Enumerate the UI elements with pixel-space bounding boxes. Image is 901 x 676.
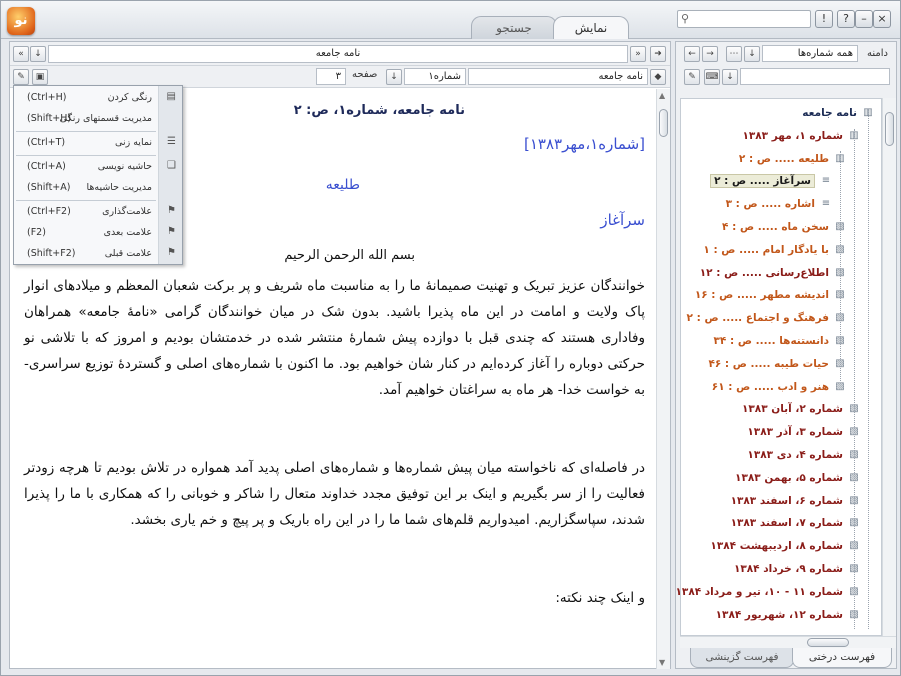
book-closed-icon: ▧ <box>849 563 859 574</box>
close-button[interactable]: × <box>873 10 891 28</box>
page-icon: ≡ <box>821 175 831 187</box>
menu-separator <box>16 155 156 156</box>
tools-icon[interactable]: ✎ <box>684 69 700 85</box>
tree-node[interactable] <box>687 308 847 328</box>
menu-item-next-mark[interactable] <box>14 223 182 244</box>
tree-node[interactable] <box>712 377 847 397</box>
tree-node[interactable] <box>731 513 861 533</box>
book-closed-icon: ▧ <box>835 221 845 232</box>
menu-separator <box>16 131 156 132</box>
tag-icon[interactable]: ◆ <box>650 69 666 85</box>
tree-node[interactable] <box>716 605 861 625</box>
tree-node-label: هنر و ادب ..... ص : ۶۱ <box>711 380 829 393</box>
menu-item-highlight[interactable] <box>14 88 182 109</box>
book-closed-icon: ▧ <box>849 608 859 620</box>
address-bar <box>10 42 670 66</box>
tree-node[interactable] <box>747 445 861 465</box>
book-closed-icon: ▧ <box>835 357 845 369</box>
tree-node[interactable] <box>703 240 847 260</box>
tree-node[interactable] <box>700 263 847 283</box>
clip-icon: ❑ <box>167 160 176 171</box>
tree-node-label: شماره ۸، اردیبهشت ۱۳۸۴ <box>710 540 843 553</box>
menu-shortcut: (Ctrl+A) <box>27 161 66 172</box>
scope-label: دامنه <box>867 48 888 59</box>
tree-node-label: شماره ۱۲، شهریور ۱۳۸۴ <box>715 608 843 621</box>
tree-node-label: شماره ۲، آبان ۱۳۸۳ <box>741 403 843 416</box>
tree-node-label: سرآغاز ..... ص : ۲ <box>710 174 815 188</box>
tree-hscrollbar[interactable] <box>680 636 896 648</box>
toc-panel <box>675 41 897 669</box>
menu-shortcut: (Shift+H) <box>27 113 72 124</box>
minimize-button[interactable]: – <box>855 10 873 28</box>
menu-label: نمایه زنی <box>115 137 152 148</box>
menu-label: مدیریت قسمتهای رنگی <box>59 113 152 124</box>
tree-node-label: شماره ۵، بهمن ۱۳۸۳ <box>735 471 843 484</box>
book-closed-icon: ▧ <box>835 243 845 255</box>
quick-search-input[interactable] <box>677 10 811 28</box>
prev-mark-icon: ⚑ <box>167 247 176 258</box>
tree-node-label: شماره ۹، خرداد ۱۳۸۴ <box>733 563 843 575</box>
tree-node-label: شماره ۳، آذر ۱۳۸۳ <box>747 426 843 439</box>
book-closed-icon: ▧ <box>835 380 845 392</box>
tree-node[interactable] <box>731 491 861 511</box>
tree-node-label: حیات طیبه ..... ص : ۴۶ <box>708 357 829 370</box>
paragraph-3: و اینک چند نکته: <box>555 590 645 606</box>
keyboard-icon[interactable]: ⌨ <box>704 69 720 85</box>
issue-select[interactable]: شماره۱ <box>404 68 466 85</box>
tree-node-label: شماره ۱، مهر ۱۳۸۳ <box>742 129 843 142</box>
menu-label: حاشیه نویسی <box>97 161 152 172</box>
scroll-down-icon[interactable]: ▼ <box>659 658 666 667</box>
scroll-thumb[interactable] <box>885 112 894 146</box>
menu-shortcut: (Ctrl+T) <box>27 137 66 148</box>
tree-node[interactable] <box>739 149 847 169</box>
tree-node[interactable] <box>710 171 833 191</box>
menu-shortcut: (F2) <box>27 227 46 238</box>
menu-item-index[interactable] <box>14 133 182 154</box>
tools-menu <box>13 85 183 265</box>
tree-scrollbar[interactable] <box>882 98 896 636</box>
page-icon: ≡ <box>821 198 831 210</box>
tree-node[interactable] <box>714 331 848 351</box>
index-icon: ☰ <box>167 136 176 147</box>
paragraph-2: در فاصله‌ای که ناخواسته میان پیش شماره‌ها و شماره‌های اصلی پدید آمد همواره در تلاش بودیم تا هرچه زودتر فعالیت را از سر بگیریم و اینک بر این توفیق مجدد خداوند متعال را شاکر و خوبانی را که همکاری با ما را پذیرا شدند، سپاسگزاریم. امیدواریم قلم‌های شما ما را در این راه باریک و پر پیچ و خم یاری بخشد. <box>24 460 645 528</box>
book-open-icon: ▥ <box>849 129 859 141</box>
tree-node[interactable] <box>695 285 847 305</box>
tree-guide-line <box>840 151 841 381</box>
tree-node[interactable] <box>722 217 847 237</box>
tree-node[interactable] <box>742 126 861 146</box>
scope-dropdown-icon[interactable]: ↓ <box>744 46 760 62</box>
back-icon[interactable]: ← <box>684 46 700 62</box>
alert-button[interactable]: ! <box>815 10 833 28</box>
menu-label: علامت بعدی <box>103 227 152 238</box>
tree-node[interactable] <box>747 422 861 442</box>
book-closed-icon: ▧ <box>849 449 859 460</box>
tab-selective-list[interactable]: فهرست گزینشی <box>690 648 794 668</box>
book-closed-icon: ▧ <box>849 403 859 415</box>
book-closed-icon: ▧ <box>849 585 859 597</box>
tree-node-label: دانستنه‌ها ..... ص : ۳۴ <box>713 335 829 347</box>
tree-node-label: اطلاع‌رسانی ..... ص : ۱۲ <box>699 266 829 279</box>
tools-icon[interactable]: ✎ <box>13 69 29 85</box>
publication-select[interactable]: نامه جامعه <box>468 68 648 85</box>
section-heading: طلیعه <box>325 177 360 193</box>
book-closed-icon: ▧ <box>849 517 859 529</box>
tree-node[interactable] <box>802 103 875 123</box>
tree-node-label: نامه جامعه <box>802 107 857 119</box>
book-closed-icon: ▧ <box>849 540 859 552</box>
tree-node[interactable] <box>710 536 861 556</box>
forward-icon[interactable]: → <box>702 46 718 62</box>
page-number-input[interactable]: ۳ <box>316 68 346 85</box>
tree-node-label: اندیشه مطهر ..... ص : ۱۶ <box>694 289 829 302</box>
tree-node-label: شماره ۶، اسفند ۱۳۸۳ <box>730 494 843 507</box>
scroll-up-icon[interactable]: ▲ <box>659 91 666 100</box>
book-closed-icon: ▧ <box>849 471 859 483</box>
menu-item-manage-highlights[interactable] <box>14 109 182 130</box>
tree-node-label: فرهنگ و اجتماع ..... ص : ۲ <box>686 312 829 325</box>
go-forward-icon[interactable]: ➜ <box>650 46 666 62</box>
book-closed-icon: ▧ <box>835 335 845 346</box>
highlight-icon: ▤ <box>166 91 176 102</box>
menu-shortcut: (Shift+A) <box>27 182 71 193</box>
search-icon: ⚲ <box>681 12 690 25</box>
book-open-icon: ▥ <box>863 107 873 118</box>
help-button[interactable]: ? <box>837 10 855 28</box>
menu-label: مدیریت حاشیه‌ها <box>86 182 152 193</box>
menu-item-manage-annotations[interactable] <box>14 178 182 199</box>
tree-guide-line <box>854 129 855 629</box>
book-open-icon: ▥ <box>835 152 845 164</box>
page-header: نامه جامعه، شماره۱، ص: ۲ <box>293 103 465 118</box>
tree-node-label: سخن ماه ..... ص : ۴ <box>722 221 829 233</box>
tree-node-label: شماره ۷، اسفند ۱۳۸۳ <box>730 517 843 530</box>
tab-show[interactable]: نمایش <box>553 16 629 39</box>
subsection-heading: سرآغاز <box>600 211 645 229</box>
tab-search[interactable]: جستجو <box>471 16 557 39</box>
menu-shortcut: (Ctrl+F2) <box>27 206 71 217</box>
app-logo[interactable]: نو <box>7 7 35 35</box>
next-mark-icon: ⚑ <box>167 226 176 237</box>
tree-node[interactable] <box>735 468 861 488</box>
history-down-icon[interactable]: ↓ <box>30 46 46 62</box>
tree-node-label: اشاره ..... ص : ۳ <box>725 198 815 211</box>
book-closed-icon: ▧ <box>835 312 845 324</box>
expand-left-icon[interactable]: « <box>13 46 29 62</box>
tree-guide-line <box>868 109 869 629</box>
paragraph-1: خوانندگان عزیز تبریک و تهنیت صمیمانهٔ ما را به مناسبت ماه شریف و پر برکت شعبان المعظم و میلادهای انوار پاک ولایت و امامت در این ماه پذیرا باشید. بدون شک در میان خوانندگان گرامی «نامهٔ جامعه» همراهان وفاداری هستند که چندی قبل با دوازده پیش شمارهٔ منتشر شده در خدمتشان بودیم و امروز که با تلاشی نو حرکتی دوباره را آغاز کرده‌ایم در کنار شان خواهیم بود. ما اکنون با شماره‌های اصلی و گستردهٔ توزیع سراسری- به خواست خدا- هر ماه به سراغتان خواهیم آمد. <box>24 278 645 398</box>
tree-node[interactable] <box>708 354 847 374</box>
view-toggle-icon[interactable]: ▣ <box>32 69 48 85</box>
tree-node[interactable] <box>742 399 861 419</box>
tree-node-label: با یادگار امام ..... ص : ۱ <box>703 243 829 256</box>
book-closed-icon: ▧ <box>849 426 859 438</box>
scroll-thumb[interactable] <box>659 109 668 137</box>
mark-icon: ⚑ <box>167 205 176 216</box>
tree-node[interactable] <box>676 582 862 602</box>
menu-label: علامت قبلی <box>104 248 152 259</box>
book-closed-icon: ▧ <box>835 266 845 278</box>
menu-label: علامت‌گذاری <box>102 206 152 217</box>
tree-node-label: شماره ۴، دی ۱۳۸۳ <box>747 449 843 461</box>
book-closed-icon: ▧ <box>835 289 845 301</box>
page-label: صفحه <box>352 69 378 80</box>
tab-tree-list[interactable]: فهرست درختی <box>792 648 892 668</box>
tree-node[interactable] <box>734 559 861 579</box>
scroll-thumb[interactable] <box>807 638 849 647</box>
menu-item-prev-mark[interactable] <box>14 244 182 265</box>
tree-node[interactable] <box>726 194 833 214</box>
toc-tree <box>675 98 882 636</box>
tree-node-label: طلیعه ..... ص : ۲ <box>738 152 829 165</box>
more-icon[interactable]: ⋯ <box>726 46 742 62</box>
book-closed-icon: ▧ <box>849 494 859 506</box>
menu-shortcut: (Shift+F2) <box>27 248 76 259</box>
menu-item-annotate[interactable] <box>14 157 182 178</box>
menu-item-bookmark[interactable] <box>14 202 182 223</box>
menu-separator <box>16 200 156 201</box>
document-scrollbar[interactable] <box>656 89 670 669</box>
tree-node-label: شماره ۱۱ - ۱۰، تیر و مرداد ۱۳۸۴ <box>675 585 843 598</box>
title-bar <box>1 1 900 39</box>
search-dropdown-icon[interactable]: ↓ <box>722 69 738 85</box>
toc-search-input[interactable] <box>740 68 890 85</box>
bismillah-line: بسم الله الرحمن الرحیم <box>284 248 415 263</box>
menu-label: رنگی کردن <box>107 92 152 103</box>
expand-right-icon[interactable]: » <box>630 46 646 62</box>
issue-dropdown-icon[interactable]: ↓ <box>386 69 402 85</box>
issue-heading: [شماره۱،مهر۱۳۸۳] <box>524 135 645 153</box>
menu-shortcut: (Ctrl+H) <box>27 92 67 103</box>
scope-select[interactable]: همه شماره‌ها <box>762 45 858 62</box>
address-field[interactable]: نامه جامعه <box>48 45 628 63</box>
